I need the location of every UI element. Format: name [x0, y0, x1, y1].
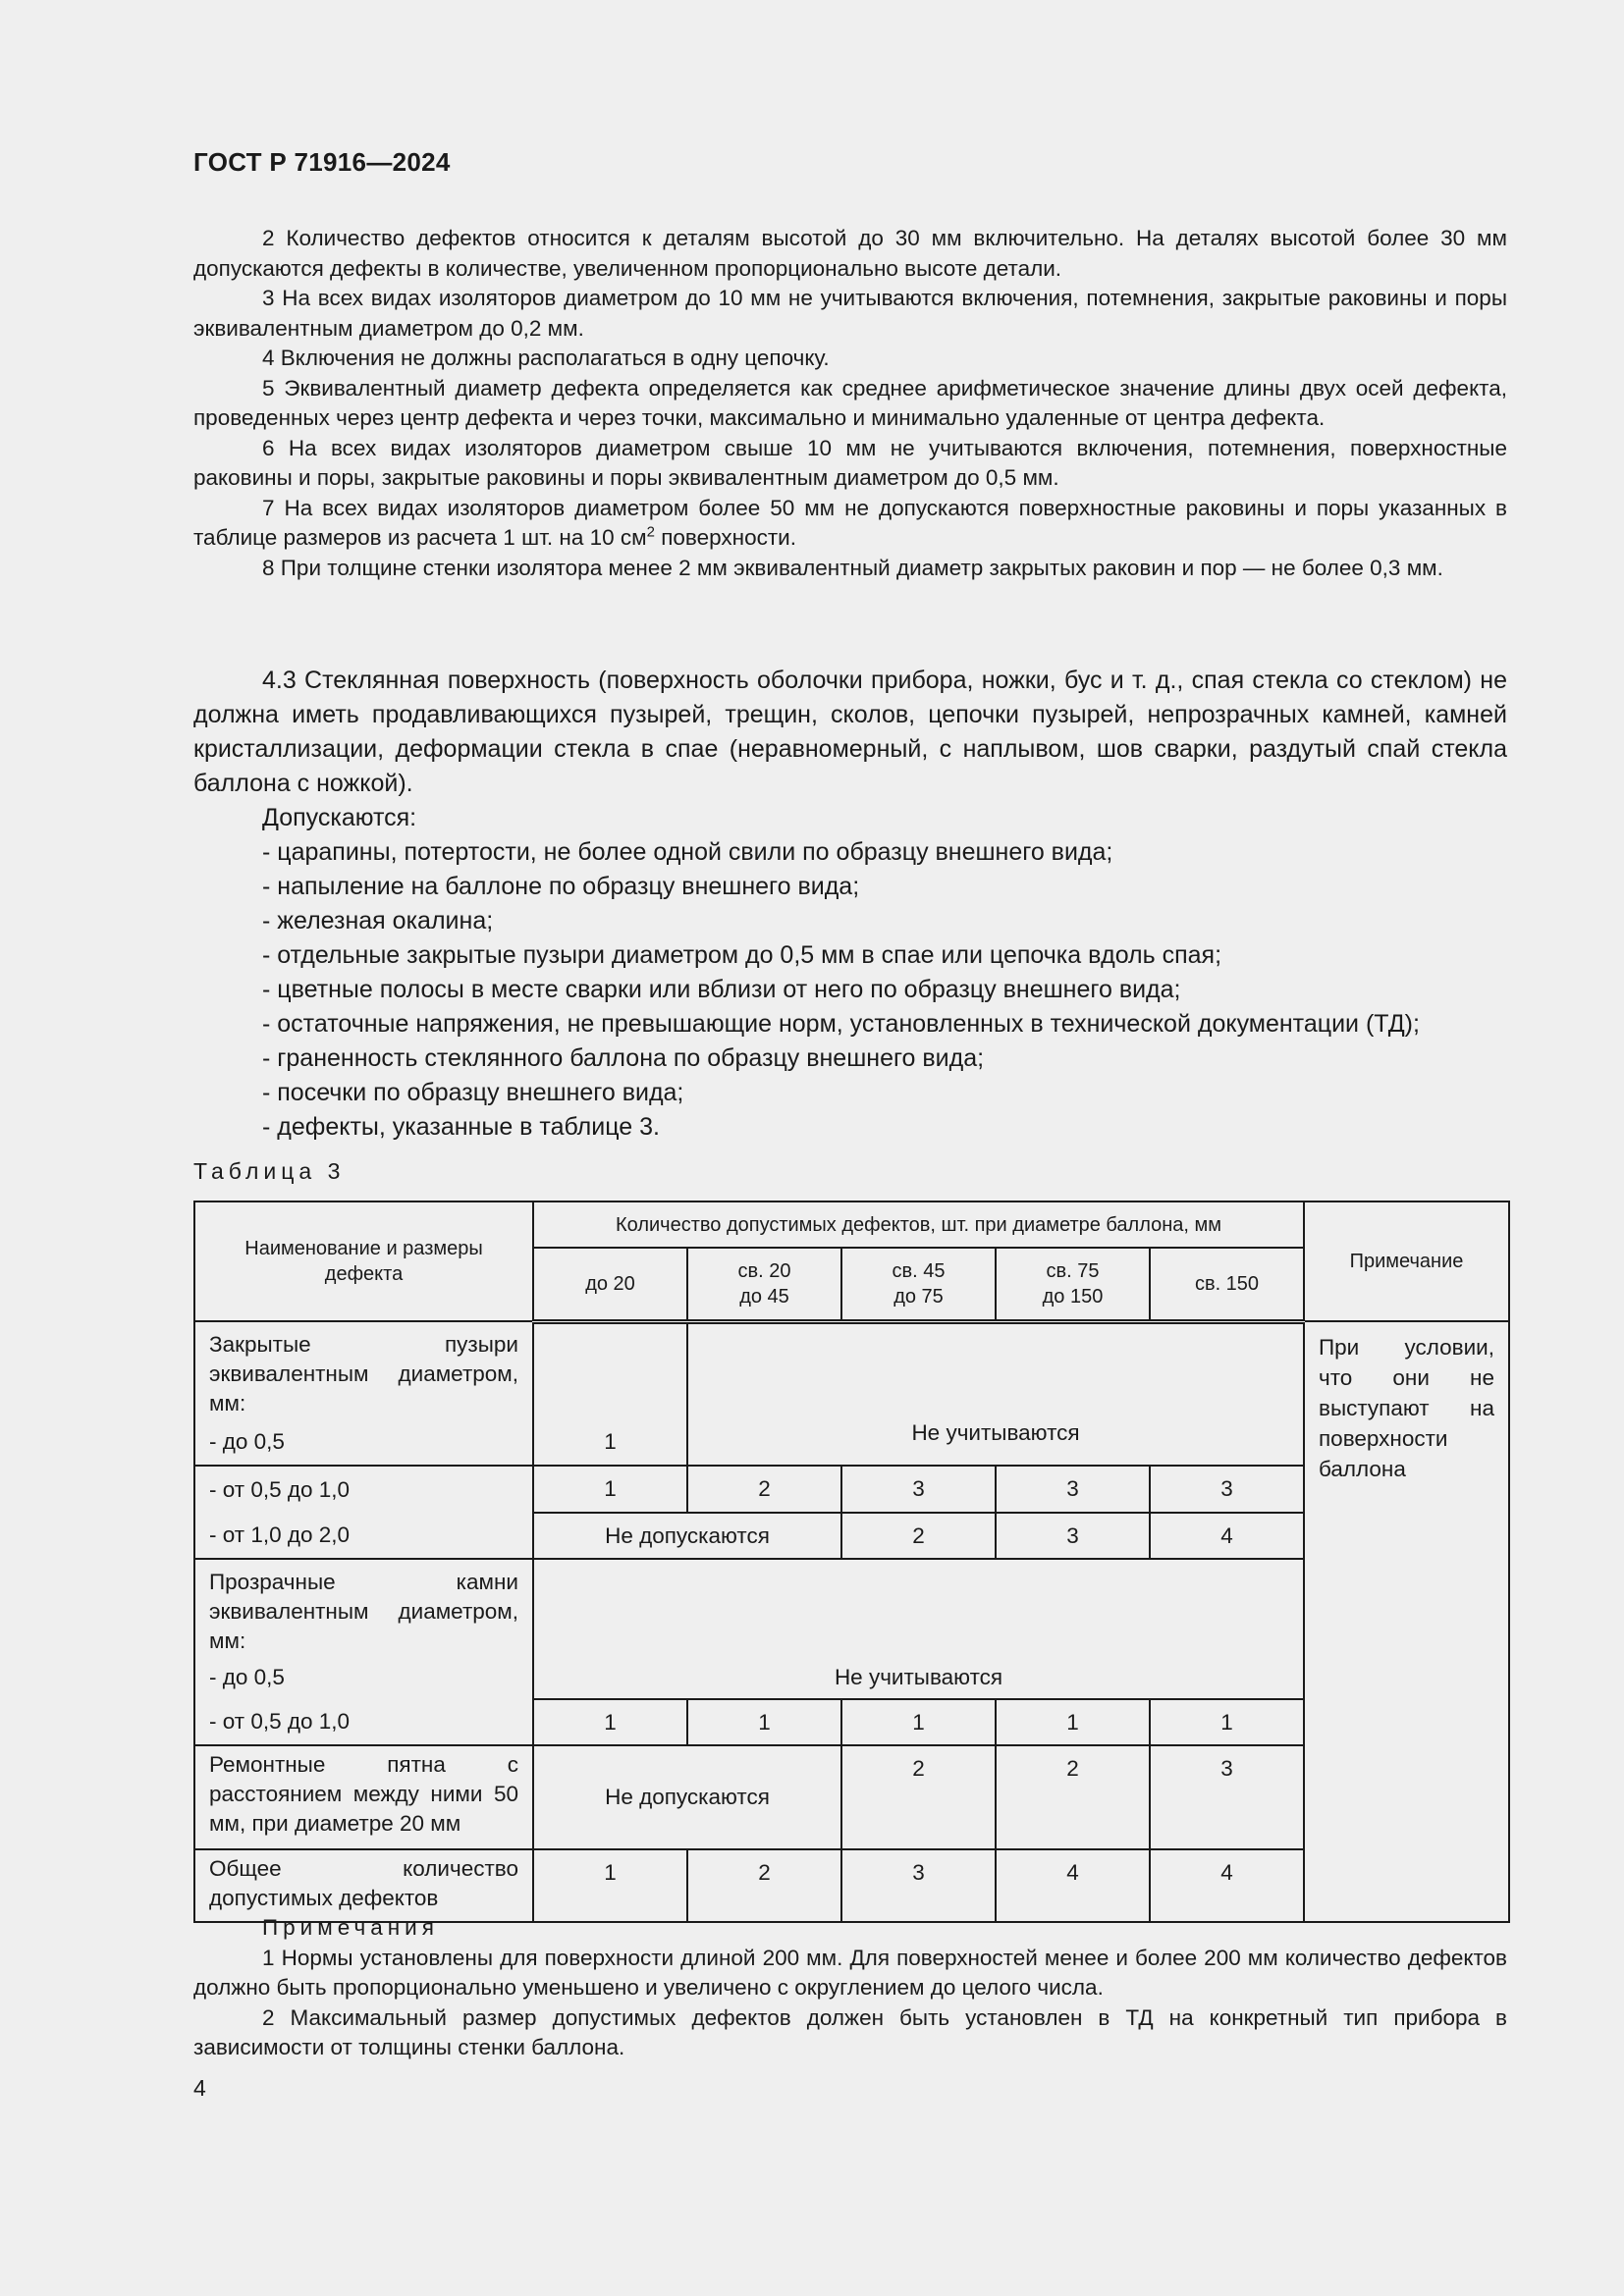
table-cell: 4: [1150, 1513, 1304, 1559]
table-cell: 2: [841, 1745, 996, 1849]
header-col-line: до 45: [739, 1285, 789, 1308]
table-cell: 1: [533, 1849, 687, 1922]
remark-item: 1 Нормы установлены для поверхности длиной 200 мм. Для поверхностей менее и более 200 мм количество дефектов должно быть пропорционально уменьшено и увеличено с округлением до целого числа.: [193, 1945, 1507, 2000]
header-col: [841, 1248, 996, 1321]
note-item: 5 Эквивалентный диаметр дефекта определяется как среднее арифметическое значение длины двух осей дефекта, проведенных через центр дефекта и через точки, максимально и минимально удаленные от центра дефекта.: [193, 375, 1507, 430]
table-cell: 2: [687, 1466, 841, 1513]
bullet-item: - железная окалина;: [262, 907, 494, 934]
table-caption: Таблица 3: [193, 1158, 346, 1184]
header-col-line: до 75: [893, 1285, 944, 1308]
defects-table: [193, 1201, 1510, 1923]
header-col-line: до 20: [585, 1272, 635, 1295]
table-cell: 3: [841, 1849, 996, 1922]
span-cell: Не учитываются: [687, 1418, 1304, 1466]
row-label: - до 0,5: [194, 1418, 533, 1466]
allowed-heading: Допускаются:: [262, 804, 417, 831]
table-cell: 1: [996, 1699, 1150, 1745]
table-cell: 3: [996, 1513, 1150, 1559]
row-label: - от 0,5 до 1,0: [194, 1466, 533, 1513]
header-note: Примечание: [1304, 1201, 1509, 1321]
remark-item: 2 Максимальный размер допустимых дефектов должен быть установлен в ТД на конкретный тип прибора в зависимости от толщины стенки баллона.: [193, 2004, 1507, 2059]
table-cell: 1: [533, 1466, 687, 1513]
note-item: 8 При толщине стенки изолятора менее 2 мм эквивалентный диаметр закрытых раковин и пор — не более 0,3 мм.: [262, 555, 1443, 580]
table-cell: 1: [533, 1418, 687, 1466]
row-label: - от 1,0 до 2,0: [194, 1513, 533, 1559]
table-cell: 3: [1150, 1745, 1304, 1849]
note-item: 2 Количество дефектов относится к деталям высотой до 30 мм включительно. На деталях высотой более 30 мм допускаются дефекты в количестве, увеличенном пропорционально высоте детали.: [193, 226, 1507, 281]
header-name: Наименование и размеры дефекта: [194, 1201, 533, 1321]
header-col-line: св. 150: [1194, 1272, 1260, 1295]
note-item: 4 Включения не должны располагаться в одну цепочку.: [262, 346, 830, 370]
header-col-line: св. 20: [737, 1259, 791, 1282]
header-col: [1150, 1248, 1304, 1321]
table-cell: 1: [687, 1699, 841, 1745]
row-label: Ремонтные пятна с расстоянием между ними 50 мм, при диаметре 20 мм: [194, 1745, 533, 1849]
span-cell: Не учитываются: [533, 1559, 1304, 1699]
row-group-title: Прозрачные камни эквивалентным диаметром, мм:: [194, 1559, 533, 1656]
header-col: [533, 1248, 687, 1321]
header-col-line: св. 75: [1046, 1259, 1100, 1282]
note-item: 3 На всех видах изоляторов диаметром до 10 мм не учитываются включения, потемнения, закрытые раковины и поры эквивалентным диаметром до 0,2 мм.: [193, 286, 1507, 341]
span-cell: Не допускаются: [533, 1745, 841, 1849]
table-cell: 4: [1150, 1849, 1304, 1922]
document-header: ГОСТ Р 71916—2024: [193, 147, 451, 177]
remarks-block: [193, 1913, 1507, 2063]
note7-superscript: 2: [646, 523, 655, 541]
table-cell: [533, 1321, 687, 1418]
table-cell: 2: [841, 1513, 996, 1559]
bullet-item: - граненность стеклянного баллона по образцу внешнего вида;: [262, 1044, 985, 1072]
table-cell: 3: [1150, 1466, 1304, 1513]
bullet-item: - дефекты, указанные в таблице 3.: [262, 1113, 660, 1141]
page-number: 4: [193, 2075, 206, 2101]
table-cell: 1: [1150, 1699, 1304, 1745]
row-label: Общее количество допустимых дефектов: [194, 1849, 533, 1922]
remarks-heading: Примечания: [262, 1915, 439, 1940]
section-paragraph: 4.3 Стеклянная поверхность (поверхность оболочки прибора, ножки, бус и т. д., спая стекла со стеклом) не должна иметь продавливающихся пузырей, трещин, сколов, цепочки пузырей, непрозрачных камней, камней кристаллизации, деформации стекла в спае (неравномерный, с наплывом, шов сварки, раздутый спай стекла баллона с ножкой).: [193, 667, 1507, 797]
note-item: [193, 494, 1507, 554]
note-item: 6 На всех видах изоляторов диаметром свыше 10 мм не учитываются включения, потемнения, поверхностные раковины и поры, закрытые раковины и поры эквивалентным диаметром до 0,5 мм.: [193, 435, 1507, 490]
notes-block: [193, 224, 1507, 583]
table-cell: 1: [533, 1699, 687, 1745]
header-col-line: до 150: [1042, 1285, 1104, 1308]
header-group: Количество допустимых дефектов, шт. при диаметре баллона, мм: [533, 1201, 1304, 1248]
table-cell: 3: [841, 1466, 996, 1513]
table-cell: 4: [996, 1849, 1150, 1922]
header-col: [996, 1248, 1150, 1321]
row-label: - до 0,5: [194, 1656, 533, 1699]
table-header-row: [194, 1201, 1509, 1248]
bullet-item: - напыление на баллоне по образцу внешнего вида;: [262, 873, 860, 900]
span-cell: Не допускаются: [533, 1513, 841, 1559]
section-4-3: [193, 664, 1507, 1145]
table-cell: 3: [996, 1466, 1150, 1513]
row-group-title: Закрытые пузыри эквивалентным диаметром, мм:: [194, 1321, 533, 1418]
row-label: - от 0,5 до 1,0: [194, 1699, 533, 1745]
table-row: [194, 1321, 1509, 1418]
bullet-item: - отдельные закрытые пузыри диаметром до 0,5 мм в спае или цепочка вдоль спая;: [262, 941, 1222, 969]
row-note: При условии, что они не выступают на поверхности баллона: [1304, 1321, 1509, 1922]
table-cell: 1: [841, 1699, 996, 1745]
bullet-item: - царапины, потертости, не более одной свили по образцу внешнего вида;: [262, 838, 1113, 866]
bullet-item: - посечки по образцу внешнего вида;: [262, 1079, 684, 1106]
header-col: [687, 1248, 841, 1321]
note7-text: 7 На всех видах изоляторов диаметром более 50 мм не допускаются поверхностные раковины и поры указанных в таблице размеров из расчета 1 шт. на 10 см: [193, 495, 1507, 550]
table-cell: 2: [996, 1745, 1150, 1849]
bullet-item: - цветные полосы в месте сварки или вблизи от него по образцу внешнего вида;: [262, 976, 1181, 1003]
table-cell: [687, 1321, 1304, 1418]
note7-tail: поверхности.: [654, 525, 796, 550]
bullet-item: - остаточные напряжения, не превышающие норм, установленных в технической документации (ТД);: [262, 1010, 1420, 1038]
header-col-line: св. 45: [892, 1259, 946, 1282]
table-cell: 2: [687, 1849, 841, 1922]
